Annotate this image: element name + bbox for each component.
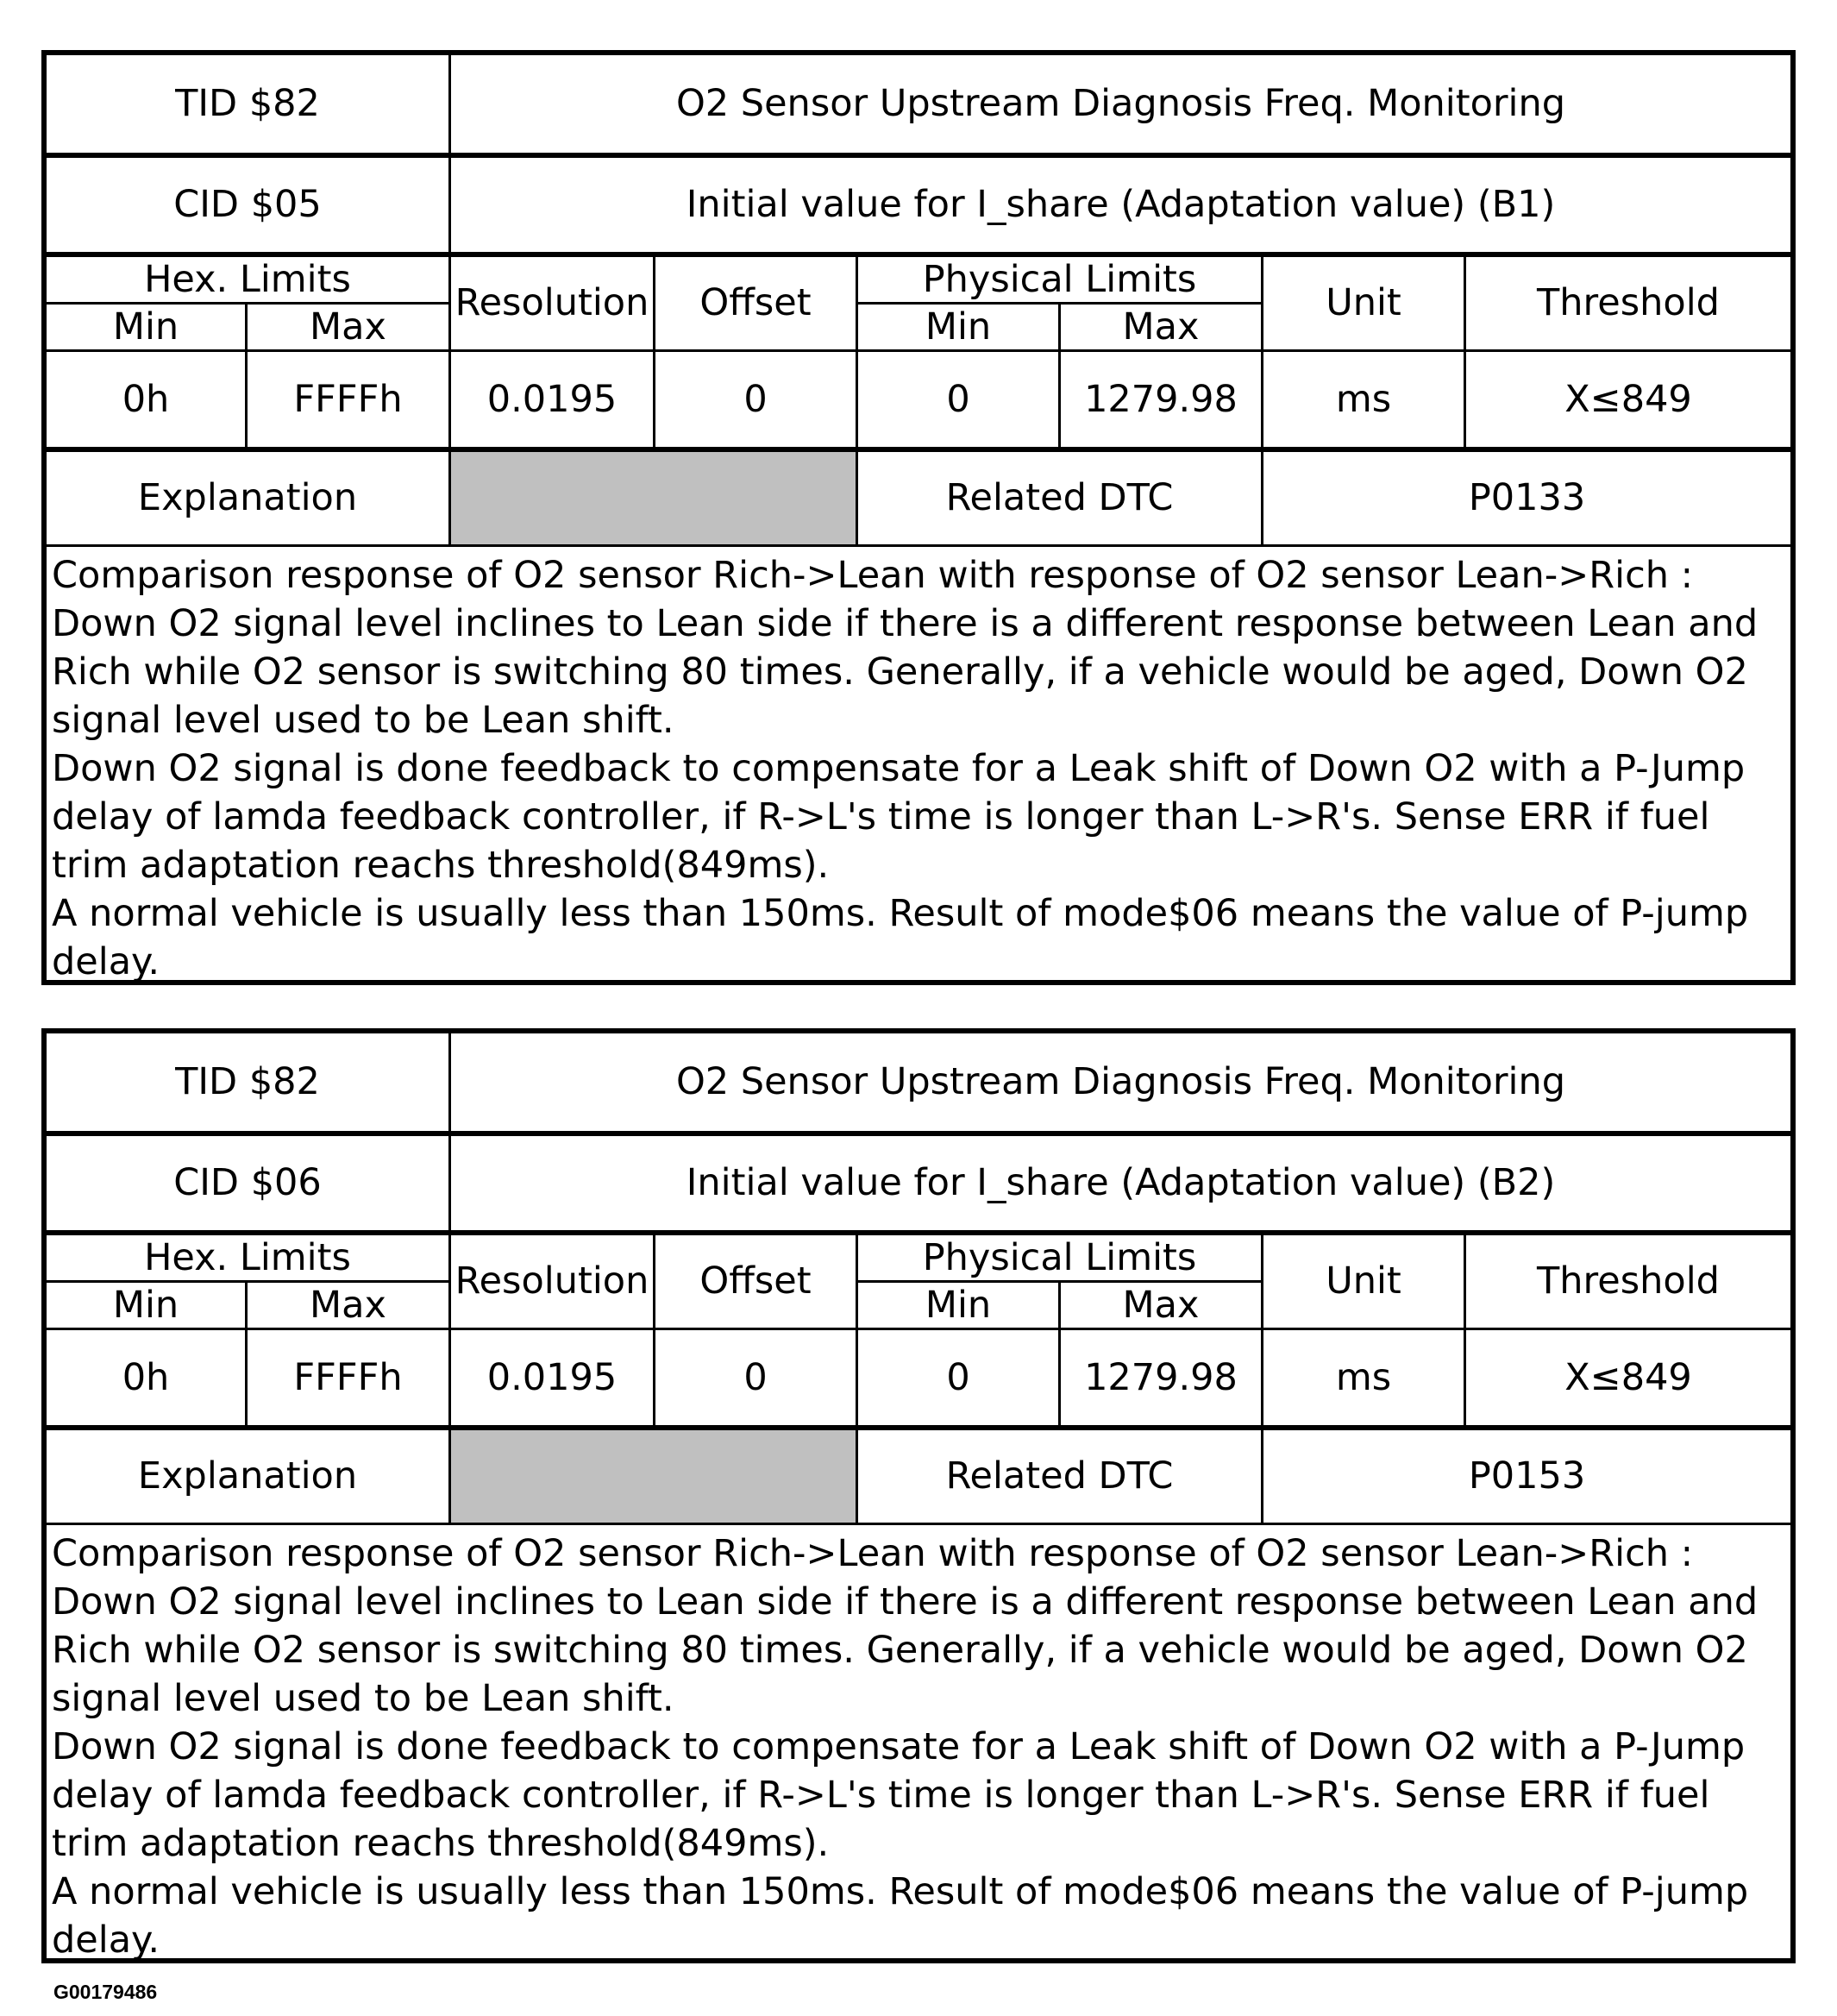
hex-min-value: 0h (122, 1355, 170, 1399)
offset-value: 0 (743, 1355, 768, 1399)
related-dtc-value: P0133 (1468, 476, 1586, 519)
tid-label: TID $82 (175, 82, 320, 125)
cid-label: CID $05 (173, 183, 322, 226)
threshold-value: X≤849 (1564, 1355, 1692, 1399)
cid-description: Initial value for I_share (Adaptation value) (B2) (686, 1161, 1556, 1204)
phys-max-header: Max (1122, 305, 1200, 349)
explanation-label: Explanation (137, 1454, 358, 1498)
phys-max-value: 1279.98 (1084, 377, 1238, 421)
tid-description: O2 Sensor Upstream Diagnosis Freq. Monitoring (675, 1060, 1566, 1103)
offset-header: Offset (699, 281, 812, 324)
resolution-value: 0.0195 (486, 377, 618, 421)
explanation-blank-cell (451, 452, 856, 544)
figure-code: G00179486 (53, 1981, 158, 2003)
resolution-value: 0.0195 (486, 1355, 618, 1399)
diagnostic-table-cid-06 (41, 1028, 1796, 1963)
tid-label: TID $82 (175, 1060, 320, 1103)
hex-limits-header: Hex. Limits (144, 257, 351, 301)
unit-header: Unit (1326, 281, 1401, 324)
related-dtc-value: P0153 (1468, 1454, 1586, 1498)
hex-limits-header: Hex. Limits (144, 1235, 351, 1279)
unit-header: Unit (1326, 1259, 1401, 1303)
hex-max-header: Max (310, 1283, 386, 1327)
related-dtc-label: Related DTC (945, 476, 1174, 519)
threshold-header: Threshold (1537, 1259, 1720, 1303)
resolution-header: Resolution (455, 281, 649, 324)
unit-value: ms (1335, 377, 1392, 421)
hex-min-value: 0h (122, 377, 170, 421)
phys-min-value: 0 (946, 377, 970, 421)
cid-label: CID $06 (173, 1161, 322, 1204)
hex-max-header: Max (310, 305, 386, 349)
physical-limits-header: Physical Limits (922, 257, 1197, 301)
threshold-header: Threshold (1537, 281, 1720, 324)
hex-min-header: Min (112, 305, 179, 349)
row-divider (47, 1523, 1790, 1525)
hex-max-value: FFFFh (293, 377, 403, 421)
explanation-text: Comparison response of O2 sensor Rich->Lean with response of O2 sensor Lean->Rich : Down O2 signal level inclines to Lean side if there is a different response between Lean and Rich while O2 sensor is switching 80 times. Generally, if a vehicle would be aged, Down O2 signal level used to be Lean shift. Down O2 signal is done feedback to compensate for a Leak shift of Down O2 with a P-Jump delay of lamda feedback controller, if R->L's time is longer than L->R's. Sense ERR if fuel trim adaptation reachs threshold(849ms). A normal vehicle is usually less than 150ms. Result of mode$06 means the value of P-jump delay. (52, 1532, 1759, 1962)
hex-max-value: FFFFh (293, 1355, 403, 1399)
hex-min-header: Min (112, 1283, 179, 1327)
tid-description: O2 Sensor Upstream Diagnosis Freq. Monitoring (675, 82, 1566, 125)
phys-min-header: Min (925, 1283, 992, 1327)
offset-header: Offset (699, 1259, 812, 1303)
explanation-blank-cell (451, 1430, 856, 1523)
unit-value: ms (1335, 1355, 1392, 1399)
phys-min-value: 0 (946, 1355, 970, 1399)
resolution-header: Resolution (455, 1259, 649, 1303)
cid-description: Initial value for I_share (Adaptation value) (B1) (686, 183, 1556, 226)
related-dtc-label: Related DTC (945, 1454, 1174, 1498)
phys-max-header: Max (1122, 1283, 1200, 1327)
threshold-value: X≤849 (1564, 377, 1692, 421)
diagnostic-table-cid-05 (41, 50, 1796, 985)
phys-min-header: Min (925, 305, 992, 349)
physical-limits-header: Physical Limits (922, 1235, 1197, 1279)
explanation-text: Comparison response of O2 sensor Rich->Lean with response of O2 sensor Lean->Rich : Down O2 signal level inclines to Lean side if there is a different response between Lean and Rich while O2 sensor is switching 80 times. Generally, if a vehicle would be aged, Down O2 signal level used to be Lean shift. Down O2 signal is done feedback to compensate for a Leak shift of Down O2 with a P-Jump delay of lamda feedback controller, if R->L's time is longer than L->R's. Sense ERR if fuel trim adaptation reachs threshold(849ms). A normal vehicle is usually less than 150ms. Result of mode$06 means the value of P-jump delay. (52, 554, 1759, 983)
explanation-label: Explanation (137, 476, 358, 519)
phys-max-value: 1279.98 (1084, 1355, 1238, 1399)
offset-value: 0 (743, 377, 768, 421)
row-divider (47, 544, 1790, 547)
